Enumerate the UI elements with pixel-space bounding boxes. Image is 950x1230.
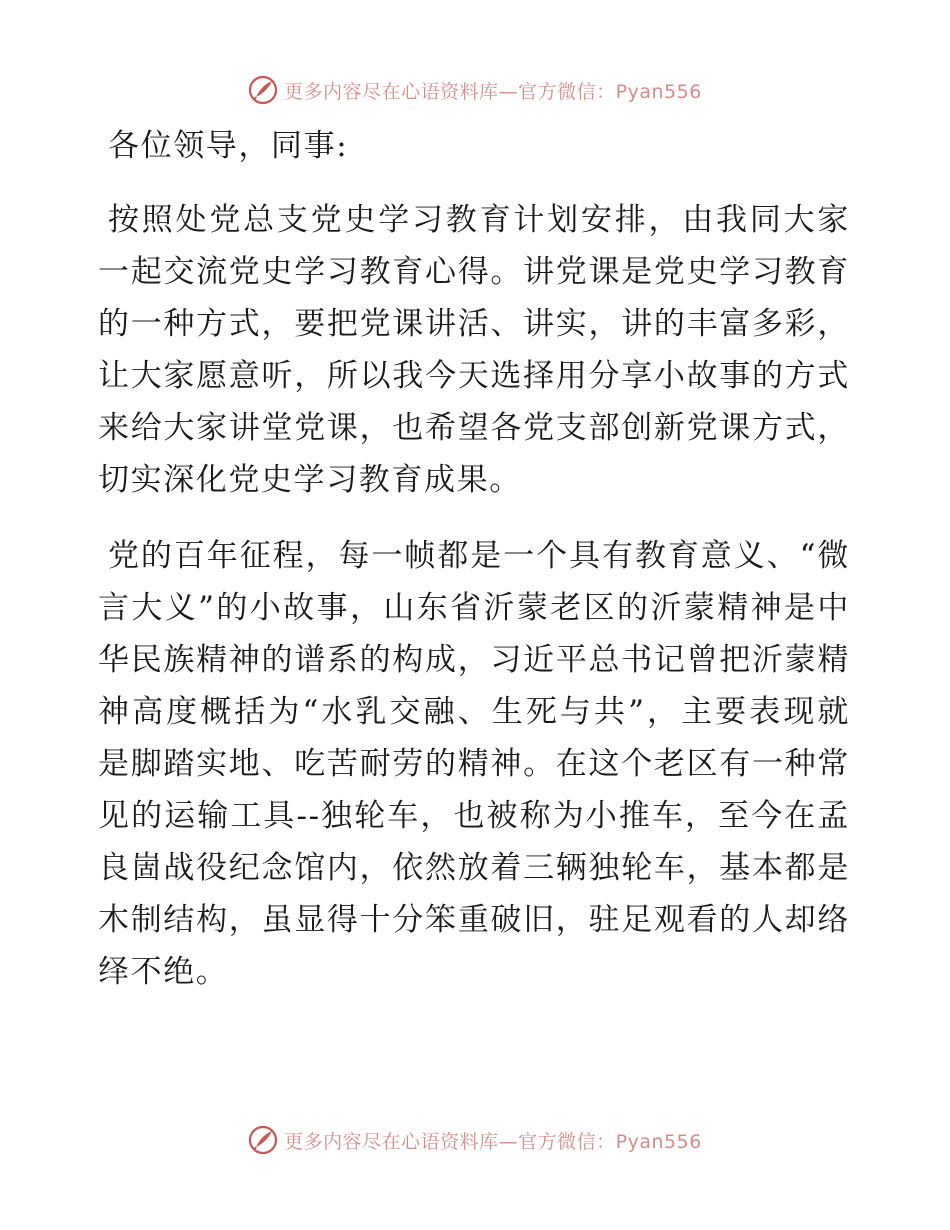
paragraph-2: 党的百年征程，每一帧都是一个具有教育意义、“微言大义”的小故事，山东省沂蒙老区的沂蒙精神是中华民族精神的谱系的构成，习近平总书记曾把沂蒙精神高度概括为“水乳交融、生死与共”，主要表现就是脚踏实地、吃苦耐劳的精神。在这个老区有一种常见的运输工具--独轮车，也被称为小推车，至今在孟良崮战役纪念馆内，依然放着三辆独轮车，基本都是木制结构，虽显得十分笨重破旧，驻足观看的人却络绎不绝。 <box>98 538 850 990</box>
paragraph-1: 按照处党总支党史学习教育计划安排，由我同大家一起交流党史学习教育心得。讲党课是党史学习教育的一种方式，要把党课讲活、讲实，讲的丰富多彩，让大家愿意听，所以我今天选择用分享小故事的方式来给大家讲堂党课，也希望各党支部创新党课方式，切实深化党史学习教育成果。 <box>98 202 850 498</box>
watermark-text: 更多内容尽在心语资料库—官方微信：Pyan556 <box>284 80 702 103</box>
feather-pen-logo-icon <box>248 75 278 105</box>
footer-watermark <box>0 1120 950 1160</box>
document-body <box>98 120 850 998</box>
salutation: 各位领导，同事: <box>108 128 349 164</box>
header-watermark <box>0 70 950 110</box>
feather-pen-logo-icon <box>248 1125 278 1155</box>
watermark-text: 更多内容尽在心语资料库—官方微信：Pyan556 <box>284 1130 702 1153</box>
